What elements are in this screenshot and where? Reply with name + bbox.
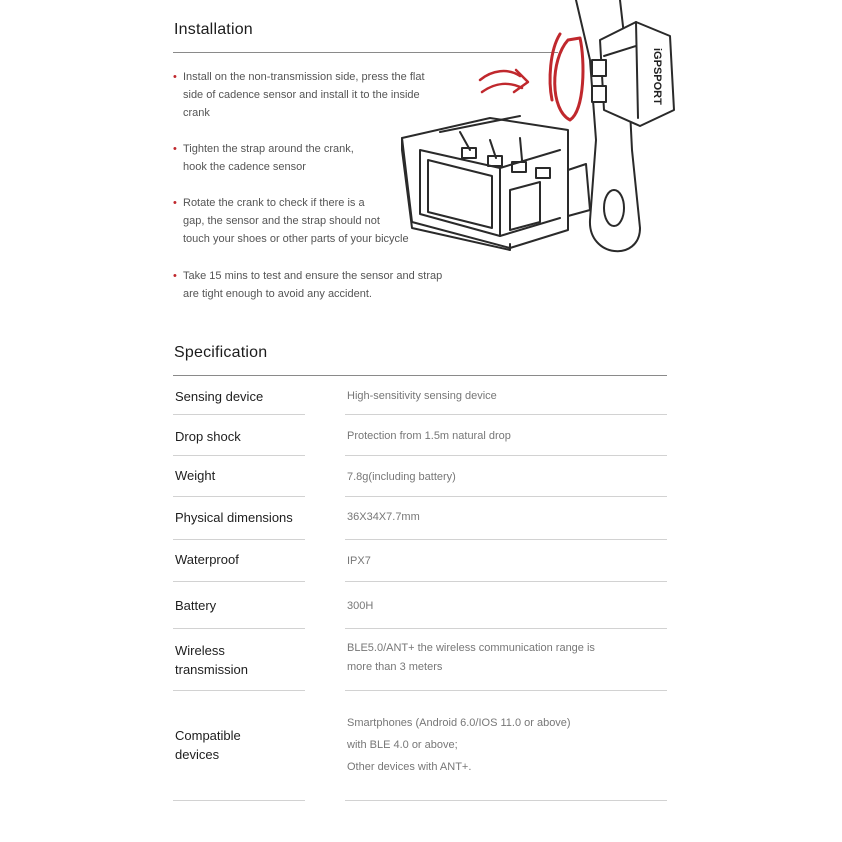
spec-label: Physical dimensions: [175, 510, 293, 525]
spec-label: Compatible devices: [175, 728, 241, 762]
row-divider: [345, 581, 667, 582]
row-divider: [173, 628, 305, 629]
row-divider: [173, 800, 305, 801]
row-divider: [173, 690, 305, 691]
step-text: Install on the non-transmission side, press the flat side of cadence sensor and install it to the inside crank: [183, 71, 425, 119]
spec-value: Protection from 1.5m natural drop: [347, 430, 511, 442]
spec-value: Smartphones (Android 6.0/IOS 11.0 or above) with BLE 4.0 or above; Other devices with ANT+.: [347, 717, 571, 773]
spec-label: Wireless transmission: [175, 643, 248, 677]
row-divider: [173, 414, 305, 415]
bullet-icon: •: [173, 197, 177, 209]
spec-value: 36X34X7.7mm: [347, 511, 420, 523]
strap-icon: [550, 34, 583, 120]
spec-label: Drop shock: [175, 429, 241, 444]
row-divider: [173, 581, 305, 582]
spec-value: BLE5.0/ANT+ the wireless communication range is more than 3 meters: [347, 642, 595, 673]
step-text: Take 15 mins to test and ensure the sensor and strap are tight enough to avoid any accident.: [183, 270, 443, 300]
bullet-icon: •: [173, 270, 177, 282]
row-divider: [345, 455, 667, 456]
sensor-brand-text: iGPSPORT: [651, 48, 663, 105]
spec-label: Battery: [175, 598, 217, 613]
row-divider: [345, 690, 667, 691]
pedal-icon: [402, 116, 590, 250]
row-divider: [345, 496, 667, 497]
row-divider: [173, 455, 305, 456]
installation-step: [173, 68, 425, 122]
installation-step: [173, 267, 442, 303]
bullet-icon: •: [173, 71, 177, 83]
bullet-icon: •: [173, 143, 177, 155]
spec-label: Waterproof: [175, 552, 239, 567]
row-divider: [345, 628, 667, 629]
row-divider: [173, 496, 305, 497]
spec-label: Weight: [175, 468, 216, 483]
installation-step: [173, 140, 354, 176]
step-text: Rotate the crank to check if there is a gap, the sensor and the strap should not touch your shoes or other parts of your bicycle: [183, 197, 409, 245]
step-text: Tighten the strap around the crank, hook the cadence sensor: [183, 143, 354, 173]
spec-value: 7.8g(including battery): [347, 471, 456, 483]
arrow-icon: [480, 70, 528, 92]
row-divider: [173, 539, 305, 540]
installation-step: [173, 194, 409, 248]
spec-value: IPX7: [347, 555, 371, 567]
sensor-icon: [592, 22, 674, 126]
specification-heading: Specification: [174, 344, 268, 361]
spec-value: High-sensitivity sensing device: [347, 390, 497, 402]
specification-divider: [173, 375, 667, 376]
spec-value: 300H: [347, 600, 374, 612]
installation-heading: Installation: [174, 21, 253, 38]
row-divider: [345, 539, 667, 540]
spec-label: Sensing device: [175, 389, 264, 404]
row-divider: [345, 414, 667, 415]
installation-illustration: [400, 0, 680, 260]
row-divider: [345, 800, 667, 801]
